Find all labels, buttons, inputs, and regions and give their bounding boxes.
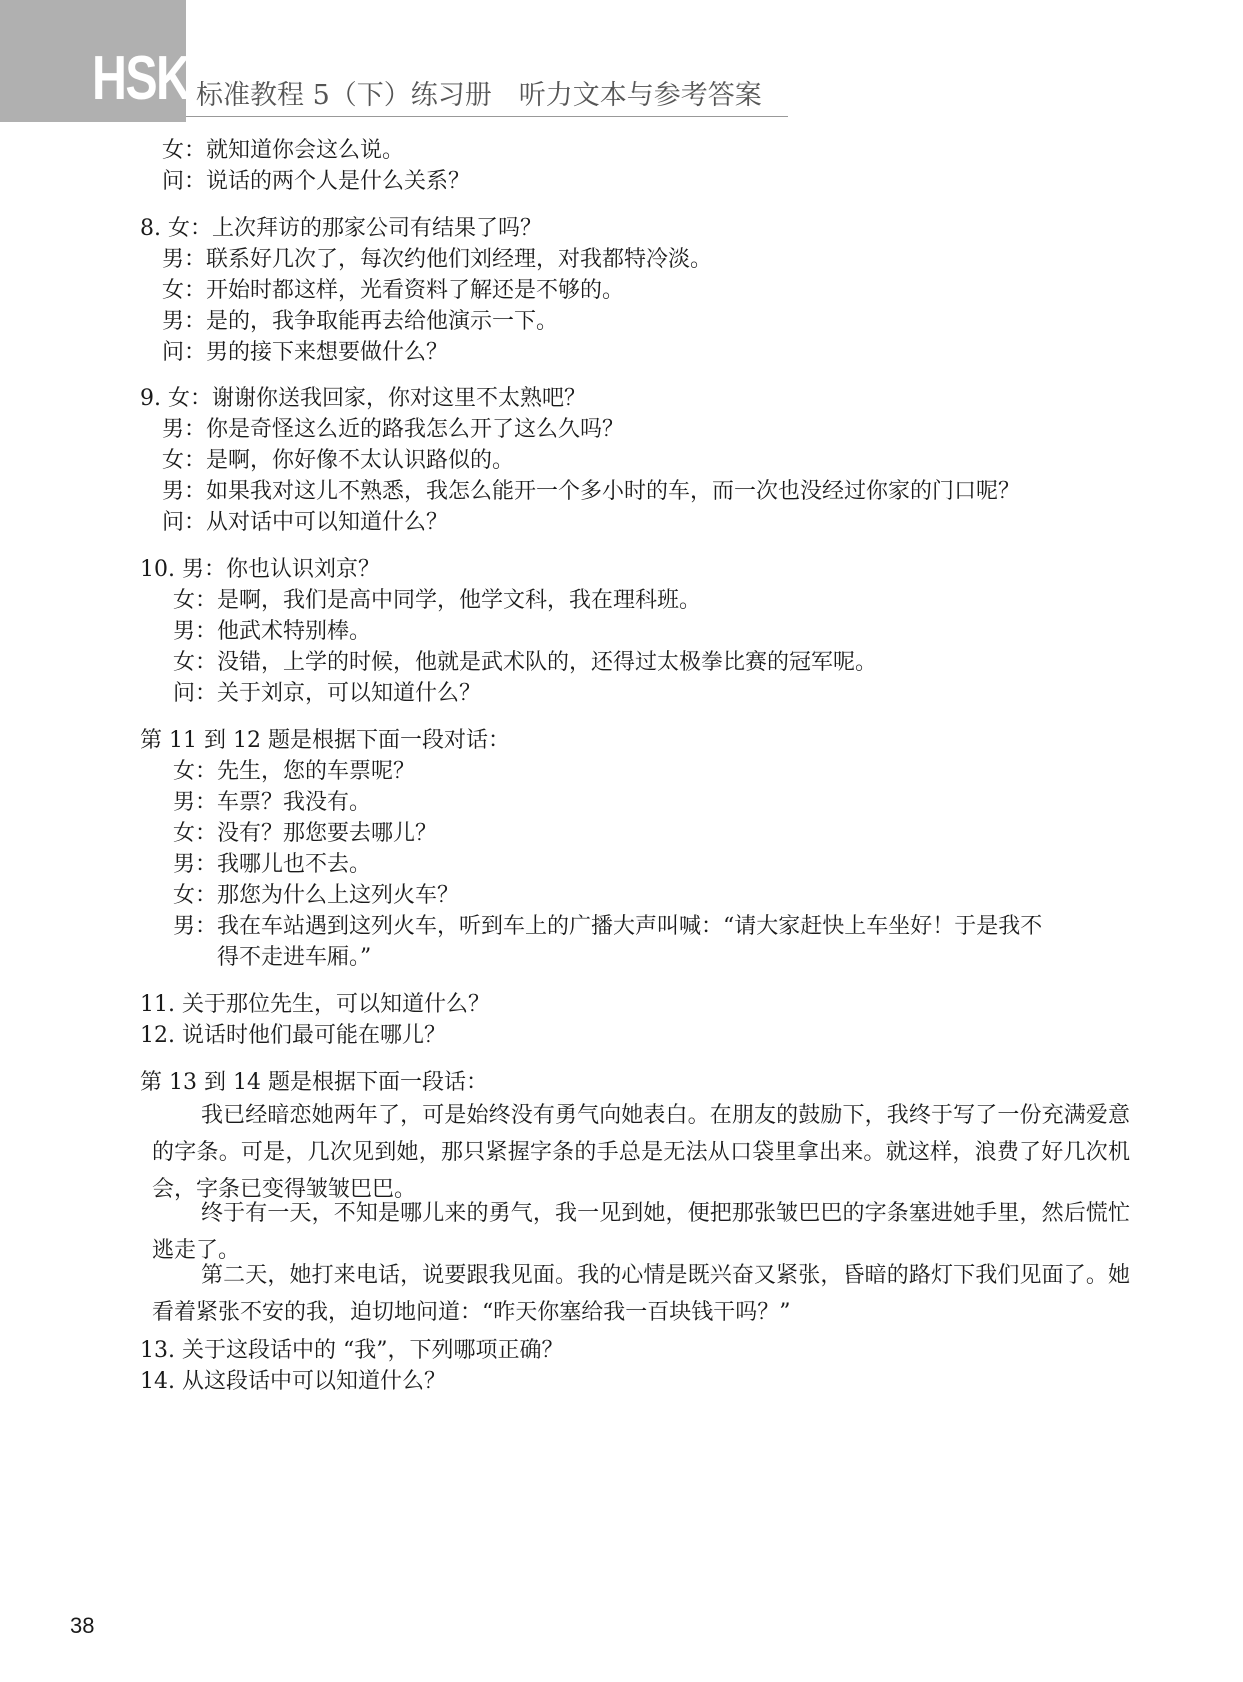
question-item: 12. 说话时他们最可能在哪儿？ — [140, 1023, 446, 1048]
passage-paragraph: 终于有一天，不知是哪儿来的勇气，我一见到她，便把那张皱巴巴的字条塞进她手里，然后慌忙逃走了。 — [152, 1201, 1130, 1263]
dialogue-line: 男：他武术特别棒。 — [173, 619, 372, 644]
question-item: 14. 从这段话中可以知道什么？ — [140, 1369, 446, 1394]
question-line: 问：男的接下来想要做什么？ — [162, 340, 449, 365]
dialogue-continuation: 得不走进车厢。” — [217, 945, 372, 970]
question-line: 问：说话的两个人是什么关系？ — [162, 169, 471, 194]
question-item: 13. 关于这段话中的 “我”，下列哪项正确？ — [140, 1338, 564, 1363]
dialogue-line: 男：我在车站遇到这列火车，听到车上的广播大声叫喊：“请大家赶快上车坐好！于是我不 — [173, 914, 1043, 939]
item-10-first-line: 10. 男：你也认识刘京？ — [140, 557, 380, 582]
page-number: 38 — [70, 1613, 95, 1638]
hsk-logo: HSK — [92, 44, 190, 113]
dialogue-line: 女：开始时都这样，光看资料了解还是不够的。 — [162, 278, 625, 303]
dialogue-line: 男：是的，我争取能再去给他演示一下。 — [162, 309, 559, 334]
dialogue-line: 女：没错，上学的时候，他就是武术队的，还得过太极拳比赛的冠军呢。 — [173, 650, 878, 675]
passage-paragraph: 第二天，她打来电话，说要跟我见面。我的心情是既兴奋又紧张，昏暗的路灯下我们见面了。她看着紧张不安的我，迫切地问道：“昨天你塞给我一百块钱干吗？” — [152, 1263, 1130, 1325]
dialogue-line: 男：我哪儿也不去。 — [173, 852, 372, 877]
dialogue-line: 女：先生，您的车票呢？ — [173, 759, 416, 784]
question-line: 问：从对话中可以知道什么？ — [162, 510, 449, 535]
item-8-first-line: 8. 女：上次拜访的那家公司有结果了吗？ — [140, 216, 542, 241]
dialogue-line: 男：联系好几次了，每次约他们刘经理，对我都特冷淡。 — [162, 247, 713, 272]
question-item: 11. 关于那位先生，可以知道什么？ — [140, 992, 490, 1017]
dialogue-line: 男：如果我对这儿不熟悉，我怎么能开一个多小时的车，而一次也没经过你家的门口呢？ — [162, 479, 1021, 504]
question-line: 问：关于刘京，可以知道什么？ — [173, 681, 482, 706]
section-heading: 第 11 到 12 题是根据下面一段对话： — [140, 728, 510, 753]
dialogue-line: 女：是啊，你好像不太认识路似的。 — [162, 448, 515, 473]
dialogue-line: 女：没有？那您要去哪儿？ — [173, 821, 438, 846]
section-heading: 第 13 到 14 题是根据下面一段话： — [140, 1070, 488, 1095]
running-header-title: 标准教程 5（下）练习册 听力文本与参考答案 — [196, 80, 762, 111]
item-9-first-line: 9. 女：谢谢你送我回家，你对这里不太熟吧？ — [140, 386, 586, 411]
header-divider — [186, 116, 788, 117]
dialogue-line: 女：是啊，我们是高中同学，他学文科，我在理科班。 — [173, 588, 702, 613]
dialogue-line: 男：你是奇怪这么近的路我怎么开了这么久吗？ — [162, 417, 625, 442]
dialogue-line: 男：车票？我没有。 — [173, 790, 372, 815]
dialogue-line: 女：就知道你会这么说。 — [162, 138, 405, 163]
dialogue-line: 女：那您为什么上这列火车？ — [173, 883, 460, 908]
passage-paragraph: 我已经暗恋她两年了，可是始终没有勇气向她表白。在朋友的鼓励下，我终于写了一份充满爱意的字条。可是，几次见到她，那只紧握字条的手总是无法从口袋里拿出来。就这样，浪费了好几次机会，字条已变得皱皱巴巴。 — [152, 1103, 1130, 1202]
